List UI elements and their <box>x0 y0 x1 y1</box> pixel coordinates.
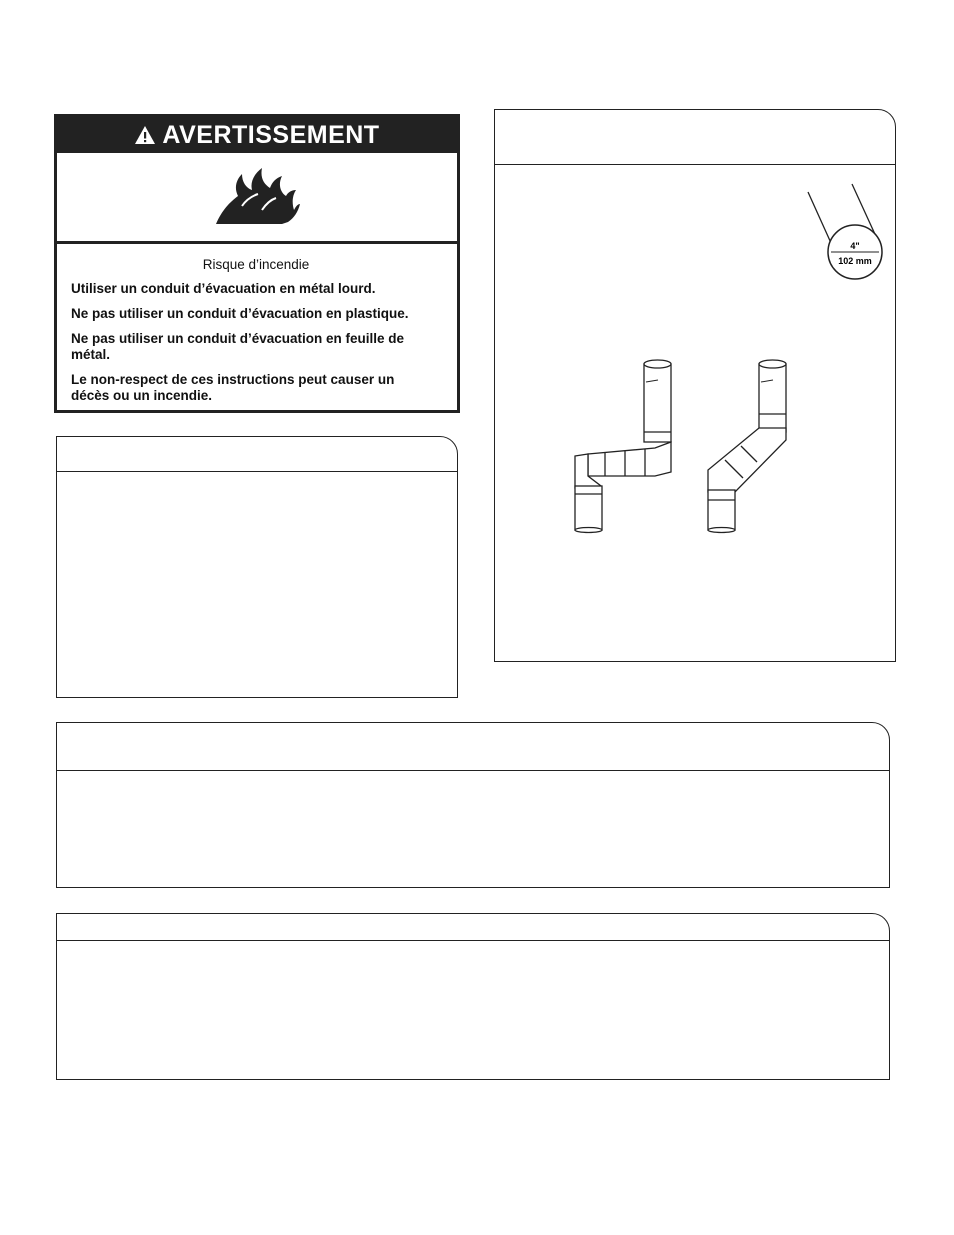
warning-title: AVERTISSEMENT <box>162 120 380 149</box>
warning-text <box>57 244 457 404</box>
warning-box <box>54 114 460 413</box>
offset-duct-right <box>708 360 786 533</box>
hazard-name: Risque d’incendie <box>202 257 310 272</box>
hazard-symbol-area <box>57 153 457 244</box>
offset-duct-left <box>575 360 671 533</box>
warning-triangle-icon <box>134 125 156 145</box>
vent-diagram <box>495 110 895 661</box>
warning-line-1: Utiliser un conduit d’évacuation en métal lourd. <box>71 281 376 296</box>
warning-line-3: Ne pas utiliser un conduit d’évacuation en feuille de métal. <box>71 331 405 362</box>
wide-info-panel-1 <box>56 722 890 888</box>
wide-panel-2-header <box>57 914 889 941</box>
diameter-mm: 102 mm <box>838 256 872 266</box>
left-panel-header <box>57 437 457 472</box>
left-info-panel <box>56 436 458 698</box>
warning-line-2: Ne pas utiliser un conduit d’évacuation en plastique. <box>71 306 409 321</box>
fire-icon <box>212 166 302 228</box>
vent-diagram-panel <box>494 109 896 662</box>
diameter-inches: 4" <box>850 241 860 251</box>
wide-panel-1-header <box>57 723 889 771</box>
wide-info-panel-2 <box>56 913 890 1080</box>
warning-line-4: Le non-respect de ces instructions peut causer un décès ou un incendie. <box>71 372 395 403</box>
warning-header <box>57 117 457 153</box>
duct-diameter-detail <box>808 184 882 279</box>
